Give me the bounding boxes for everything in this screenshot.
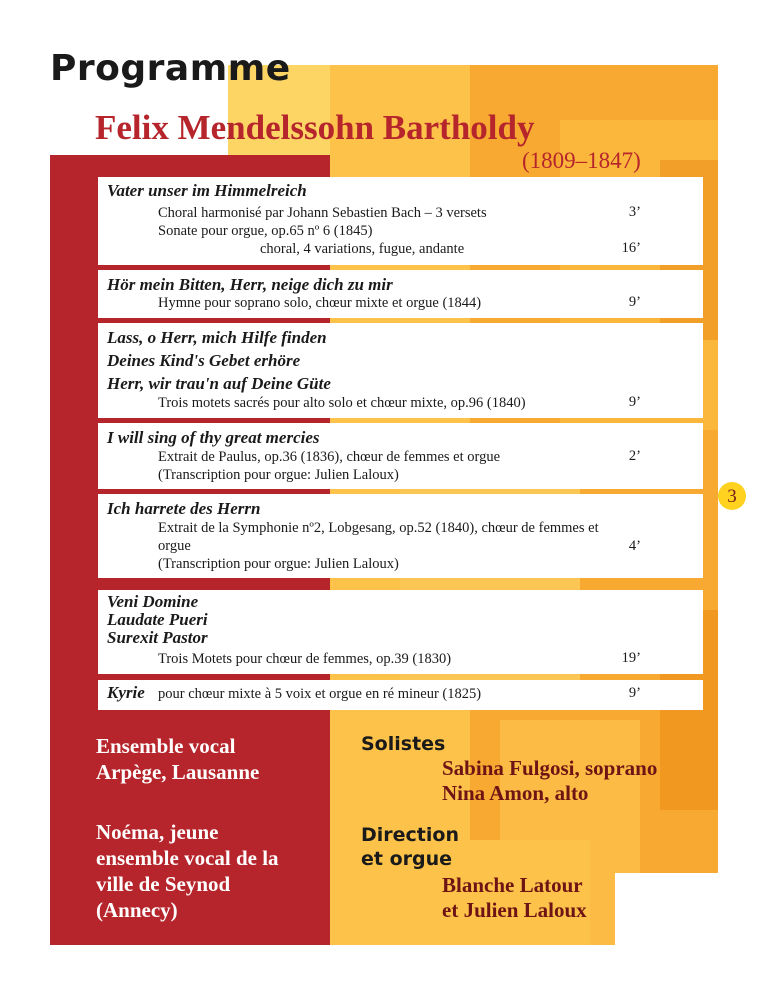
program-section-7 (98, 680, 703, 710)
direction-label-line: et orgue (361, 848, 453, 870)
program-section-4 (98, 423, 703, 489)
work-title: Lass, o Herr, mich Hilfe finden (107, 328, 327, 347)
soloists-label: Solistes (361, 733, 446, 755)
work-title: Ich harrete des Herrn (107, 499, 261, 518)
soloist-name: Sabina Fulgosi, soprano (442, 756, 658, 780)
work-duration: 19’ (621, 650, 641, 666)
composer-name: Felix Mendelssohn Bartholdy (95, 108, 535, 147)
director-name: et Julien Laloux (442, 898, 587, 922)
page-title: Programme (50, 48, 291, 89)
program-section-1 (98, 177, 703, 265)
work-duration: 3’ (628, 204, 641, 220)
work-duration: 4’ (628, 538, 641, 554)
program-section-6 (98, 590, 703, 674)
work-description: Sonate pour orgue, op.65 nº 6 (1845) (158, 223, 373, 239)
work-duration: 16’ (621, 240, 641, 256)
work-title: I will sing of thy great mercies (107, 428, 320, 447)
ensemble-line: ville de Seynod (96, 872, 231, 896)
program-section-2 (98, 270, 703, 318)
work-description: choral, 4 variations, fugue, andante (260, 241, 465, 257)
work-description: pour chœur mixte à 5 voix et orgue en ré mineur (1825) (158, 686, 482, 702)
direction-label-line: Direction (361, 824, 459, 846)
program-section-3 (98, 323, 703, 418)
work-title: Hör mein Bitten, Herr, neige dich zu mir (107, 275, 393, 294)
work-title: Herr, wir trau'n auf Deine Güte (107, 374, 331, 393)
soloist-name: Nina Amon, alto (442, 781, 589, 805)
work-duration: 9’ (628, 394, 641, 410)
composer-dates: (1809–1847) (522, 148, 641, 173)
ensemble-name (96, 819, 279, 923)
ensemble-line: Arpège, Lausanne (96, 760, 260, 784)
director-name: Blanche Latour (442, 873, 583, 897)
work-duration: 9’ (628, 294, 641, 310)
direction-label (361, 823, 459, 871)
ensemble-line: Ensemble vocal (96, 734, 236, 758)
work-description: Trois Motets pour chœur de femmes, op.39 (1830) (158, 651, 452, 667)
direction-names (442, 873, 587, 923)
ensemble-line: (Annecy) (96, 898, 178, 922)
work-description: (Transcription pour orgue: Julien Laloux) (158, 467, 399, 483)
work-title: Surexit Pastor (107, 628, 208, 647)
soloists-names (442, 756, 657, 806)
ensemble-line: Noéma, jeune (96, 820, 219, 844)
work-title: Veni Domine (107, 592, 199, 611)
page-number-badge: 3 (718, 482, 746, 510)
work-description: Choral harmonisé par Johann Sebastien Bach – 3 versets (158, 205, 487, 221)
work-duration: 2’ (628, 448, 641, 464)
work-title: Deines Kind's Gebet erhöre (107, 351, 301, 370)
work-description: Trois motets sacrés pour alto solo et chœur mixte, op.96 (1840) (158, 395, 526, 411)
ensemble-line: ensemble vocal de la (96, 846, 279, 870)
work-description: (Transcription pour orgue: Julien Laloux) (158, 556, 399, 572)
work-description: Extrait de la Symphonie nº2, Lobgesang, op.52 (1840), chœur de femmes et orgue (158, 520, 599, 554)
work-description: Hymne pour soprano solo, chœur mixte et orgue (1844) (158, 295, 482, 311)
ensemble-name (96, 733, 259, 785)
work-duration: 9’ (628, 685, 641, 701)
work-title: Vater unser im Himmelreich (107, 181, 307, 200)
work-title: Kyrie (107, 683, 145, 702)
work-title: Laudate Pueri (107, 610, 208, 629)
program-section-5 (98, 494, 703, 578)
bg-white-corner (615, 873, 718, 945)
work-description: Extrait de Paulus, op.36 (1836), chœur de femmes et orgue (158, 449, 501, 465)
